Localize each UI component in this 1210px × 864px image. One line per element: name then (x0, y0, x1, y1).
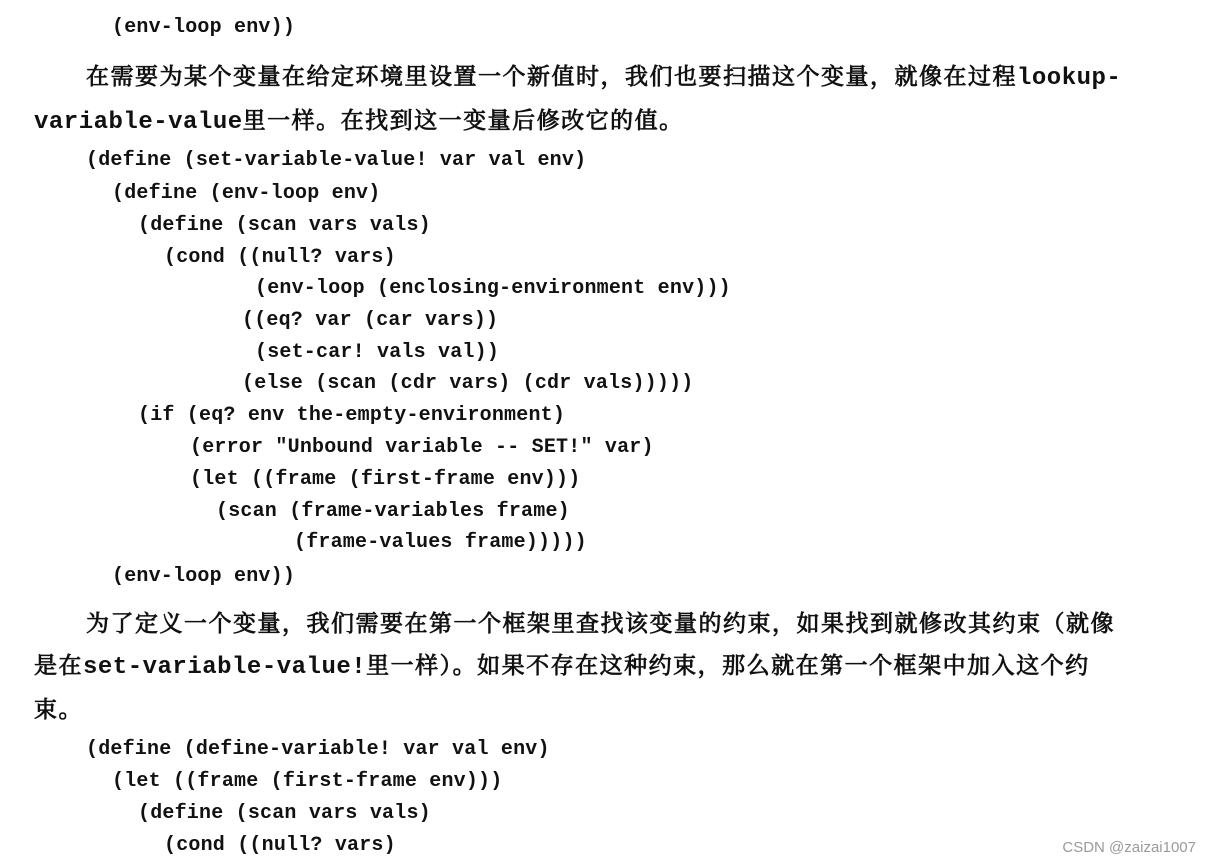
paragraph-text: 在需要为某个变量在给定环境里设置一个新值时，我们也要扫描这个变量，就像在过程 (86, 63, 1017, 90)
code-line: (set-car! vals val)) (255, 341, 500, 364)
code-line: (if (eq? env the-empty-environment) (138, 404, 566, 427)
code-line: (env-loop env)) (112, 16, 296, 39)
paragraph-text: 里一样。在找到这一变量后修改它的值。 (242, 107, 684, 134)
inline-code-lookup-variable-value: lookup-variable-value (34, 65, 1122, 136)
code-line: (env-loop (enclosing-environment env))) (255, 277, 731, 300)
code-line: ((eq? var (car vars)) (242, 309, 499, 332)
code-line: (frame-values frame))))) (294, 531, 587, 554)
code-line: (env-loop env)) (112, 565, 296, 588)
code-line: (define (scan vars vals) (138, 214, 431, 237)
watermark: CSDN @zaizai1007 (1062, 839, 1196, 856)
code-line: (cond ((null? vars) (164, 246, 396, 269)
code-line: (let ((frame (first-frame env))) (190, 468, 581, 491)
inline-code-set-variable-value: set-variable-value! (83, 654, 367, 681)
code-line: (cond ((null? vars) (164, 834, 396, 857)
code-line: (error "Unbound variable -- SET!" var) (190, 436, 654, 459)
code-line: (scan (frame-variables frame) (216, 500, 570, 523)
paragraph-set-variable (34, 56, 1134, 144)
code-line: (define (set-variable-value! var val env) (86, 149, 587, 172)
code-line: (define (define-variable! var val env) (86, 738, 550, 761)
code-line: (define (scan vars vals) (138, 802, 431, 825)
code-line: (let ((frame (first-frame env))) (112, 770, 503, 793)
paragraph-define-variable (34, 603, 1134, 731)
code-line: (else (scan (cdr vars) (cdr vals))))) (242, 372, 694, 395)
paragraph-text: 为了定义一个变量，我们需要在第一个框架里查找该变量的约束，如果找到就修改其约束（就像是在 (34, 610, 1115, 679)
paragraph-text: 里一样）。如果不存在这种约束，那么就在第一个框架中加入这个约束。 (34, 652, 1090, 723)
code-line: (define (env-loop env) (112, 182, 381, 205)
